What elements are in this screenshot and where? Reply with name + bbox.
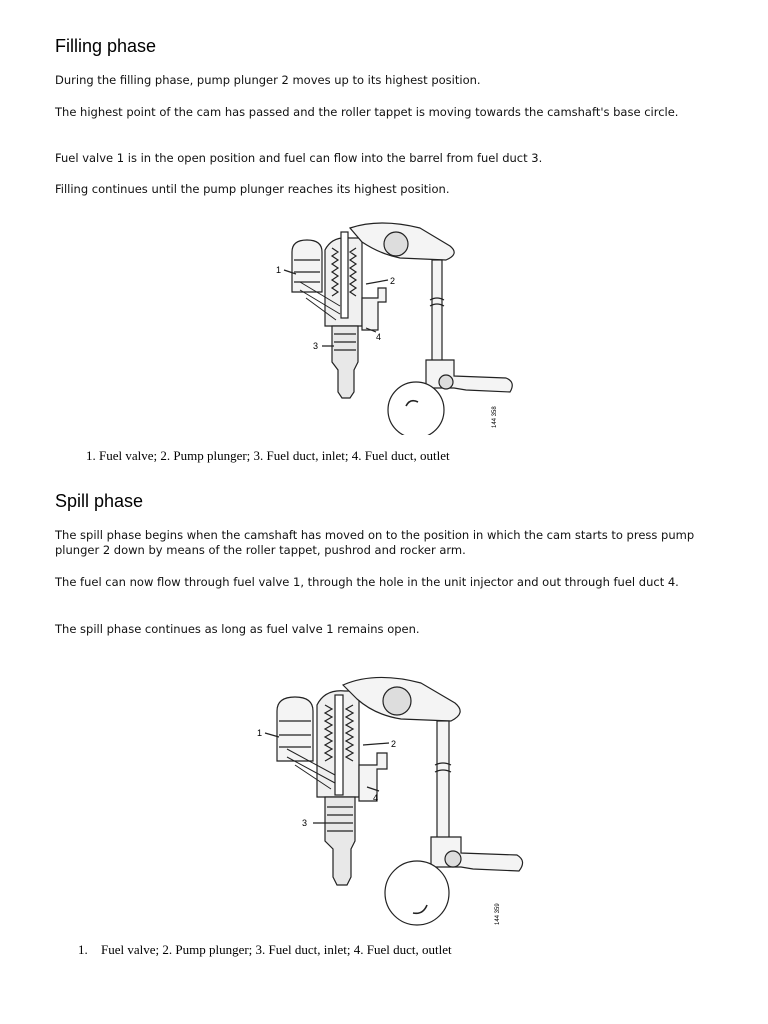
roller-tappet <box>426 360 512 392</box>
figure-code: 144 359 <box>495 903 501 925</box>
pump-plunger <box>335 695 343 795</box>
pushrod <box>432 260 442 370</box>
label-1: 1 <box>257 728 263 738</box>
filling-caption: 1. Fuel valve; 2. Pump plunger; 3. Fuel duct, inlet; 4. Fuel duct, outlet <box>86 448 450 463</box>
spill-phase-diagram <box>255 665 530 930</box>
rocker-roller <box>384 232 408 256</box>
roller-tappet <box>431 837 523 871</box>
spill-phase-heading: Spill phase <box>55 491 144 511</box>
label-1: 1 <box>276 265 282 275</box>
filling-paragraph-4: Filling continues until the pump plunger reaches its highest position. <box>55 182 450 196</box>
label-3: 3 <box>313 341 319 351</box>
filling-phase-diagram <box>270 210 530 435</box>
filling-paragraph-3: Fuel valve 1 is in the open position and fuel can flow into the barrel from fuel duct 3. <box>55 151 543 165</box>
injector-nozzle <box>325 797 355 885</box>
fuel-valve-housing <box>277 697 313 761</box>
outlet-fitting <box>362 288 386 330</box>
rocker-roller <box>383 687 411 715</box>
spill-caption-number: 1. <box>78 942 88 957</box>
label-2: 2 <box>390 276 396 286</box>
filling-paragraph-1: During the filling phase, pump plunger 2 moves up to its highest position. <box>55 73 481 87</box>
fuel-valve-housing <box>292 240 322 292</box>
injector-nozzle <box>332 326 358 398</box>
spill-paragraph-1: The spill phase begins when the camshaft has moved on to the position in which the cam starts to press pump plunger 2 down by means of the roller tappet, pushrod and rocker arm. <box>55 528 695 557</box>
filling-phase-heading: Filling phase <box>55 36 157 56</box>
label-4: 4 <box>373 793 379 803</box>
figure-code: 144 358 <box>492 406 498 428</box>
camshaft-cam <box>385 861 449 925</box>
pushrod <box>437 721 449 845</box>
label-2: 2 <box>391 739 397 749</box>
filling-paragraph-2: The highest point of the cam has passed and the roller tappet is moving towards the camshaft's base circle. <box>55 105 679 119</box>
label-4: 4 <box>376 332 382 342</box>
label-3: 3 <box>302 818 308 828</box>
spill-paragraph-3: The spill phase continues as long as fuel valve 1 remains open. <box>55 622 420 636</box>
spill-paragraph-2: The fuel can now flow through fuel valve 1, through the hole in the unit injector and out through fuel duct 4. <box>55 575 679 589</box>
spill-caption: Fuel valve; 2. Pump plunger; 3. Fuel duct, inlet; 4. Fuel duct, outlet <box>101 942 452 957</box>
camshaft-cam <box>388 382 444 435</box>
pump-plunger <box>341 232 348 318</box>
